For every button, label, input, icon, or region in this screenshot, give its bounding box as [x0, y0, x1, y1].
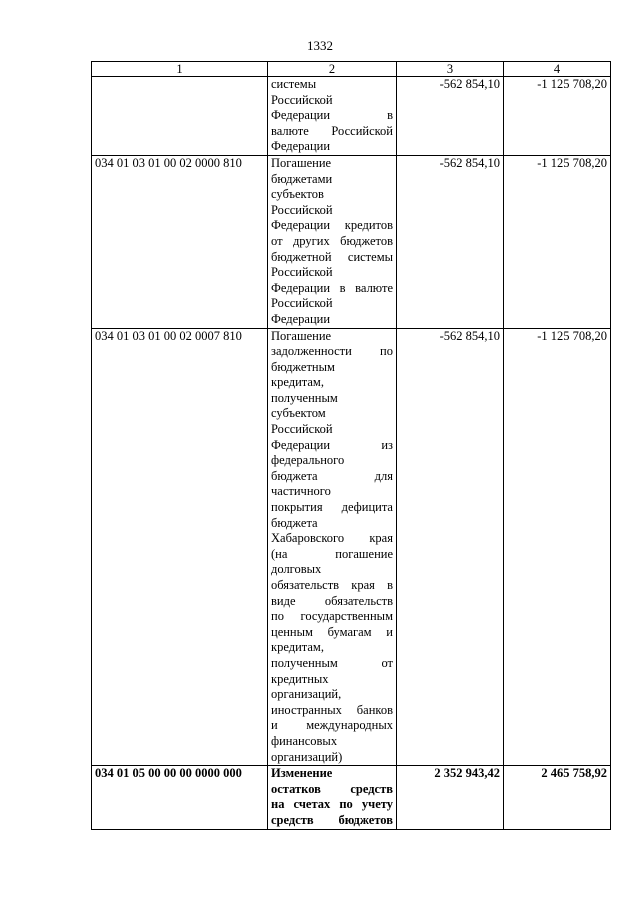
- description-line: Российской: [271, 202, 333, 217]
- description-line: Федерации в: [271, 108, 393, 123]
- description-line: Российской: [271, 265, 333, 280]
- description-line: виде обязательств: [271, 593, 393, 608]
- budget-code-cell: 034 01 05 00 00 00 0000 000: [92, 766, 268, 829]
- description-cell: [268, 77, 397, 156]
- description-line: на счетах по учету: [271, 797, 393, 812]
- description-line: (на погашение: [271, 546, 393, 561]
- description-line: финансовых: [271, 733, 338, 748]
- amount-col-4-cell: 2 465 758,92: [504, 766, 611, 829]
- description-line: организаций): [271, 749, 343, 764]
- description-line: бюджета для: [271, 468, 393, 483]
- description-line: бюджетами: [271, 171, 333, 186]
- description-line: субъектом: [271, 406, 326, 421]
- description-line: Федерации: [271, 311, 331, 326]
- description-line: Российской: [271, 296, 333, 311]
- budget-code-cell: 034 01 03 01 00 02 0000 810: [92, 155, 268, 328]
- table-body: [92, 77, 611, 830]
- description-line: Российской: [271, 92, 333, 107]
- description-line: валюте Российской: [271, 123, 393, 138]
- description-line: долговых: [271, 562, 322, 577]
- budget-code-cell: 034 01 03 01 00 02 0007 810: [92, 328, 268, 766]
- description-line: Федерации из: [271, 437, 393, 452]
- description-line: остатков средств: [271, 781, 393, 796]
- amount-col-3-cell: -562 854,10: [397, 77, 504, 156]
- description-line: задолженности по: [271, 344, 393, 359]
- description-cell: [268, 766, 397, 829]
- description-line: субъектов: [271, 187, 324, 202]
- description-line: кредитам,: [271, 640, 324, 655]
- description-line: кредитам,: [271, 375, 324, 390]
- header-col-1: 1: [92, 62, 268, 77]
- description-line: Федерации кредитов: [271, 218, 393, 233]
- budget-sources-table: [91, 61, 611, 830]
- amount-col-3-cell: -562 854,10: [397, 155, 504, 328]
- description-line: от других бюджетов: [271, 233, 393, 248]
- table-row: [92, 77, 611, 156]
- amount-col-4-cell: -1 125 708,20: [504, 328, 611, 766]
- description-line: иностранных банков: [271, 702, 393, 717]
- description-line: кредитных: [271, 671, 329, 686]
- description-line: Федерации в валюте: [271, 280, 393, 295]
- table-header-row: [92, 62, 611, 77]
- header-col-2: 2: [268, 62, 397, 77]
- amount-col-4-cell: -1 125 708,20: [504, 155, 611, 328]
- header-col-3: 3: [397, 62, 504, 77]
- description-line: ценным бумагам и: [271, 624, 393, 639]
- description-line: бюджетным: [271, 359, 335, 374]
- description-line: бюджета: [271, 515, 318, 530]
- table-row: [92, 766, 611, 829]
- description-cell: [268, 328, 397, 766]
- description-line: Изменение: [271, 766, 333, 781]
- description-line: бюджетной системы: [271, 249, 393, 264]
- page-number: 1332: [307, 38, 333, 53]
- budget-code-cell: [92, 77, 268, 156]
- description-line: и международных: [271, 718, 393, 733]
- description-line: средств бюджетов: [271, 812, 393, 827]
- description-line: полученным: [271, 390, 338, 405]
- description-line: федерального: [271, 453, 345, 468]
- description-line: Погашение: [271, 155, 332, 170]
- description-line: Погашение: [271, 328, 332, 343]
- description-line: Федерации: [271, 139, 331, 154]
- description-line: организаций,: [271, 687, 342, 702]
- description-line: системы: [271, 77, 317, 91]
- description-line: покрытия дефицита: [271, 500, 393, 515]
- description-line: Хабаровского края: [271, 531, 393, 546]
- amount-col-3-cell: 2 352 943,42: [397, 766, 504, 829]
- description-line: частичного: [271, 484, 331, 499]
- amount-col-3-cell: -562 854,10: [397, 328, 504, 766]
- table-row: [92, 155, 611, 328]
- description-line: по государственным: [271, 609, 393, 624]
- table-row: [92, 328, 611, 766]
- amount-col-4-cell: -1 125 708,20: [504, 77, 611, 156]
- description-line: обязательств края в: [271, 578, 393, 592]
- description-cell: [268, 155, 397, 328]
- description-line: Российской: [271, 422, 333, 437]
- description-line: полученным от: [271, 655, 393, 670]
- header-col-4: 4: [504, 62, 611, 77]
